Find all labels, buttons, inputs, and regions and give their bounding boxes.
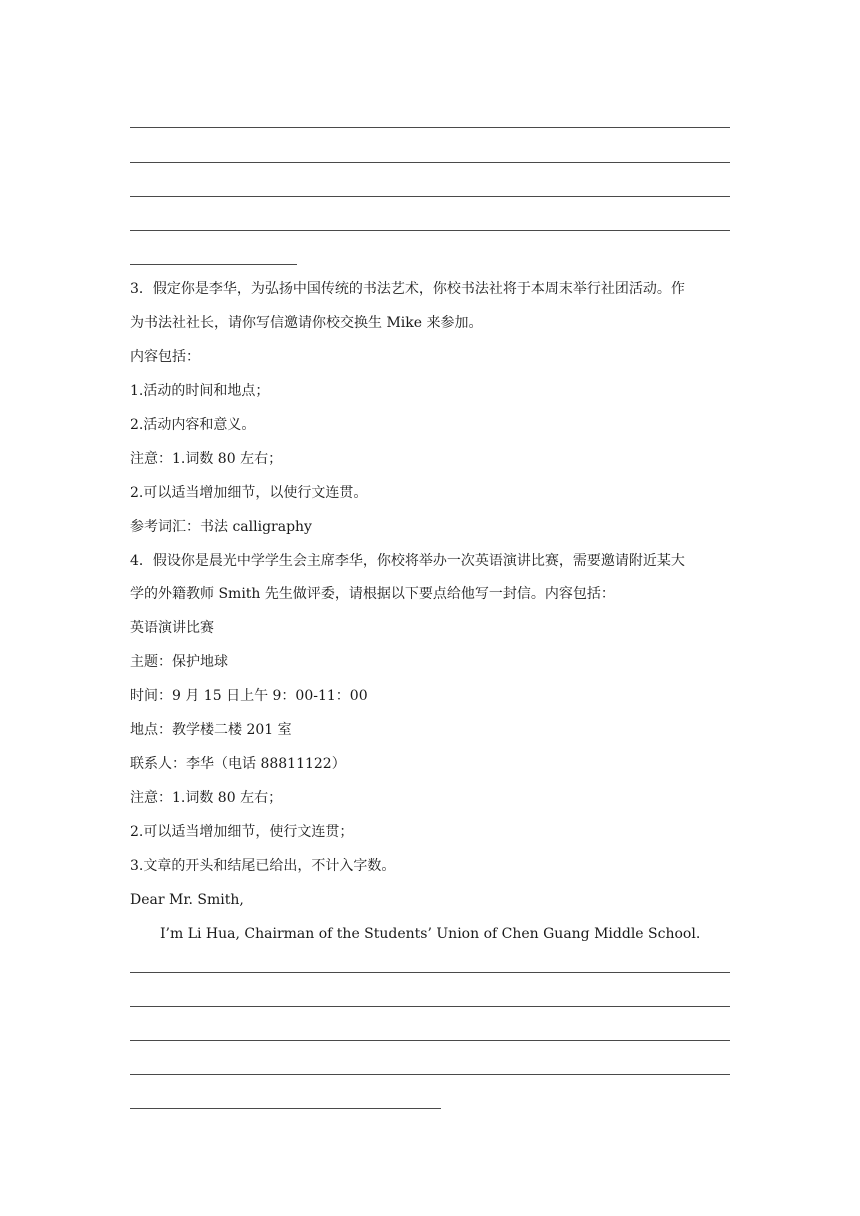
answer-line[interactable] — [130, 1074, 730, 1075]
answer-line[interactable] — [130, 1006, 730, 1007]
answer-line-short[interactable] — [130, 264, 297, 265]
q4-note-1: 注意：1.词数 80 左右； — [130, 790, 283, 806]
answer-line-short[interactable] — [130, 1108, 441, 1109]
q4-time: 时间：9 月 15 日上午 9：00-11：00 — [130, 688, 368, 704]
q4-prompt-line2: 学的外籍教师 Smith 先生做评委，请根据以下要点给他写一封信。内容包括： — [130, 586, 615, 602]
q4-note-2: 2.可以适当增加细节，使行文连贯； — [130, 824, 354, 840]
q3-item-2: 2.活动内容和意义。 — [130, 417, 256, 433]
q3-content-heading: 内容包括： — [130, 349, 200, 365]
answer-line[interactable] — [130, 230, 730, 231]
q3-note-1: 注意：1.词数 80 左右； — [130, 451, 283, 467]
q4-prompt-line1: 4．假设你是晨光中学学生会主席李华，你校将举办一次英语演讲比赛，需要邀请附近某大 — [130, 553, 685, 569]
q4-note-3: 3.文章的开头和结尾已给出，不计入字数。 — [130, 858, 396, 874]
q4-theme: 主题：保护地球 — [130, 654, 228, 670]
q3-prompt-line1: 3．假定你是李华，为弘扬中国传统的书法艺术，你校书法社将于本周末举行社团活动。作 — [130, 281, 685, 297]
answer-line[interactable] — [130, 162, 730, 163]
letter-greeting: Dear Mr. Smith, — [130, 892, 244, 908]
answer-line[interactable] — [130, 1040, 730, 1041]
q3-vocab: 参考词汇：书法 calligraphy — [130, 519, 312, 535]
q3-item-1: 1.活动的时间和地点； — [130, 383, 270, 399]
q3-prompt-line2: 为书法社社长，请你写信邀请你校交换生 Mike 来参加。 — [130, 315, 483, 331]
answer-line[interactable] — [130, 196, 730, 197]
q4-contact: 联系人：李华（电话 88811122） — [130, 756, 346, 772]
q4-event-title: 英语演讲比赛 — [130, 620, 214, 636]
q3-note-2: 2.可以适当增加细节，以使行文连贯。 — [130, 485, 368, 501]
document-page — [130, 0, 730, 1216]
q4-place: 地点：教学楼二楼 201 室 — [130, 722, 292, 738]
letter-opening: I’m Li Hua, Chairman of the Students’ Union of Chen Guang Middle School. — [160, 926, 701, 942]
answer-line[interactable] — [130, 972, 730, 973]
answer-line[interactable] — [130, 127, 730, 128]
